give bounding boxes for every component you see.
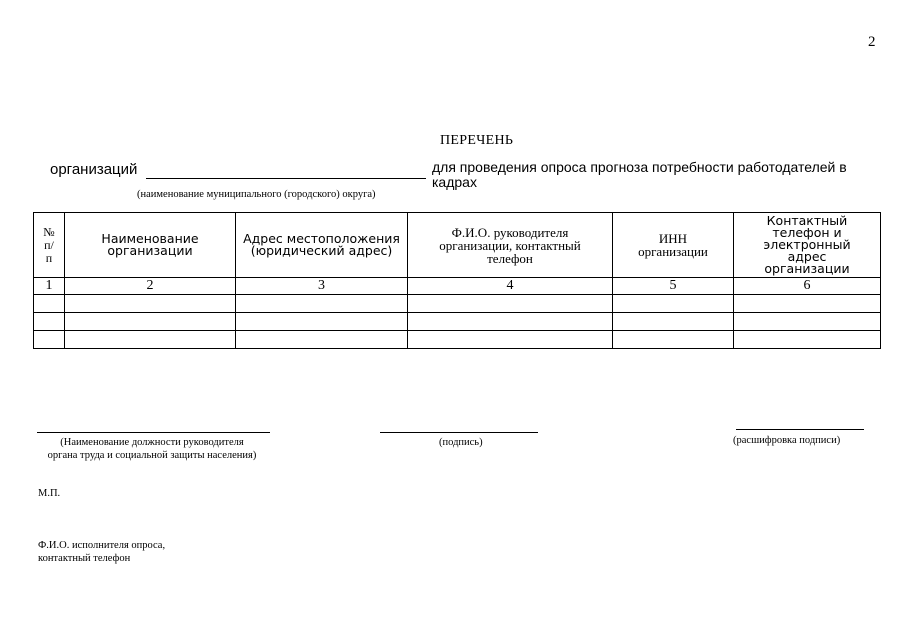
table-cell[interactable] xyxy=(34,331,65,349)
header-number-label: № п/ п xyxy=(43,224,55,265)
table-cell[interactable] xyxy=(408,295,613,313)
position-signature-line[interactable] xyxy=(37,432,270,433)
table-cell[interactable] xyxy=(408,313,613,331)
column-index-row xyxy=(34,278,881,295)
header-inn-label: ИНН организации xyxy=(638,231,708,259)
organizations-label: организаций xyxy=(50,161,138,178)
column-index: 6 xyxy=(734,278,881,295)
table-cell[interactable] xyxy=(613,295,734,313)
column-index: 4 xyxy=(408,278,613,295)
table-cell[interactable] xyxy=(236,313,408,331)
table-cell[interactable] xyxy=(613,313,734,331)
organizations-table xyxy=(33,212,881,349)
table-cell[interactable] xyxy=(65,295,236,313)
table-cell[interactable] xyxy=(34,313,65,331)
table-cell[interactable] xyxy=(408,331,613,349)
header-director-label: Ф.И.О. руководителя организации, контактный телефон xyxy=(439,224,581,266)
header-director xyxy=(408,213,613,278)
header-contacts xyxy=(734,213,881,278)
table-row xyxy=(34,313,881,331)
table-cell[interactable] xyxy=(734,295,881,313)
table-header-row xyxy=(34,213,881,278)
executor-name-label: Ф.И.О. исполнителя опроса, xyxy=(38,540,166,551)
page-number: 2 xyxy=(868,34,876,50)
table-cell[interactable] xyxy=(236,295,408,313)
column-index: 5 xyxy=(613,278,734,295)
signature-caption: (подпись) xyxy=(439,437,483,448)
district-blank-line[interactable] xyxy=(146,178,426,179)
table-cell[interactable] xyxy=(734,331,881,349)
position-caption: (Наименование должности руководителя органа труда и социальной защиты населения) xyxy=(47,437,257,461)
header-address xyxy=(236,213,408,278)
signature-line[interactable] xyxy=(380,432,538,433)
table-cell[interactable] xyxy=(613,331,734,349)
signature-decoding-caption: (расшифровка подписи) xyxy=(733,435,841,446)
table-cell[interactable] xyxy=(65,313,236,331)
header-contacts-label: Контактный телефон и электронный адрес организации xyxy=(763,213,851,276)
column-index: 2 xyxy=(65,278,236,295)
table-cell[interactable] xyxy=(734,313,881,331)
table-row xyxy=(34,331,881,349)
document-title: ПЕРЕЧЕНЬ xyxy=(440,133,514,148)
stamp-label: М.П. xyxy=(38,488,61,499)
column-index: 3 xyxy=(236,278,408,295)
table-row xyxy=(34,295,881,313)
table-cell[interactable] xyxy=(65,331,236,349)
header-org-name-label: Наименование организации xyxy=(101,231,199,258)
signature-decoding-line[interactable] xyxy=(736,429,864,430)
survey-purpose-text: для проведения опроса прогноза потребности работодателей в кадрах xyxy=(432,159,847,190)
district-blank-caption: (наименование муниципального (городского) округа) xyxy=(137,189,376,200)
header-number xyxy=(34,213,65,278)
executor-phone-label: контактный телефон xyxy=(38,553,131,564)
column-index: 1 xyxy=(34,278,65,295)
table-cell[interactable] xyxy=(236,331,408,349)
header-inn xyxy=(613,213,734,278)
executor-block xyxy=(38,539,238,565)
header-address-label: Адрес местоположения (юридический адрес) xyxy=(243,231,400,258)
header-org-name xyxy=(65,213,236,278)
table-cell[interactable] xyxy=(34,295,65,313)
